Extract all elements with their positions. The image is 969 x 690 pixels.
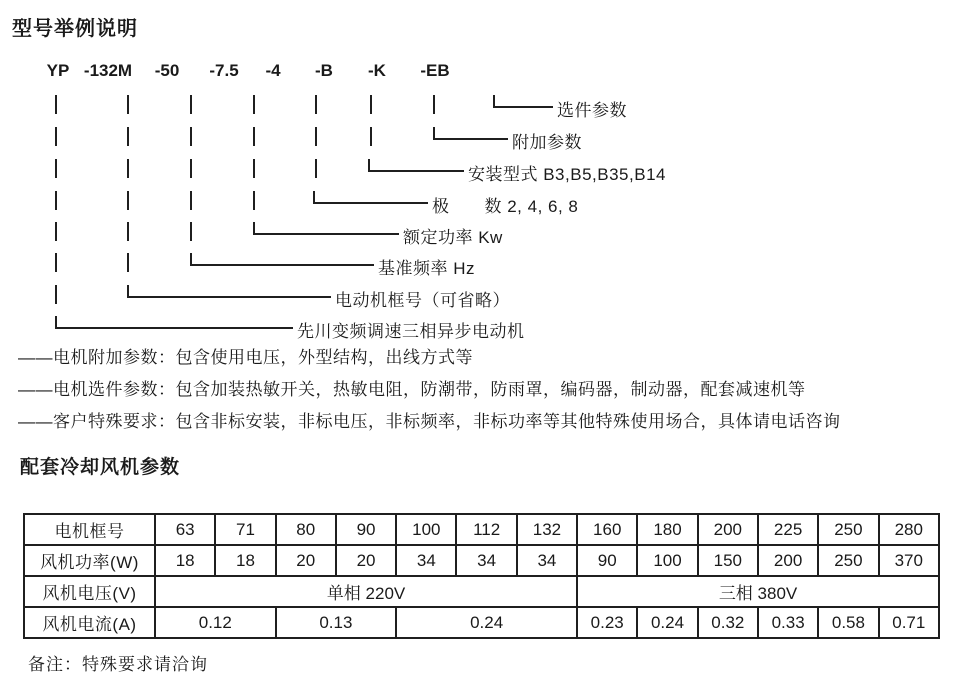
- stem-line: [253, 95, 255, 114]
- connector-line: [253, 222, 399, 235]
- table-row-fan-power: [24, 545, 939, 576]
- frame-cell: 250: [818, 514, 878, 545]
- stem-line: [127, 222, 129, 241]
- legend-label-poles: 极 数 2, 4, 6, 8: [432, 197, 579, 216]
- diagram-row-power: [0, 221, 969, 247]
- connector-line: [368, 159, 464, 172]
- stem-line: [127, 159, 129, 178]
- diagram-row-poles: [0, 190, 969, 216]
- stem-line: [55, 191, 57, 210]
- stem-line: [190, 127, 192, 146]
- power-cell: 100: [637, 545, 697, 576]
- power-cell: 150: [698, 545, 758, 576]
- table-row-fan-voltage: [24, 576, 939, 607]
- frame-cell: 180: [637, 514, 697, 545]
- connector-line: [493, 95, 553, 108]
- legend-label-mounting: 安装型式 B3,B5,B35,B14: [468, 165, 666, 184]
- current-cell: 0.71: [879, 607, 939, 638]
- stem-line: [370, 127, 372, 146]
- model-segment-power: -7.5: [209, 61, 239, 80]
- power-cell: 18: [215, 545, 275, 576]
- frame-cell: 112: [456, 514, 516, 545]
- stem-line: [190, 191, 192, 210]
- frame-cell: 225: [758, 514, 818, 545]
- power-cell: 34: [456, 545, 516, 576]
- connector-line: [190, 253, 374, 266]
- power-cell: 20: [276, 545, 336, 576]
- stem-line: [190, 222, 192, 241]
- stem-line: [253, 127, 255, 146]
- voltage-cell-single-phase: 单相 220V: [155, 576, 577, 607]
- current-cell: 0.33: [758, 607, 818, 638]
- legend-label-options: 选件参数: [557, 101, 627, 120]
- stem-line: [127, 191, 129, 210]
- stem-line: [315, 127, 317, 146]
- legend-label-extra: 附加参数: [512, 133, 582, 152]
- power-cell: 18: [155, 545, 215, 576]
- connector-line: [127, 285, 331, 298]
- frame-cell: 90: [336, 514, 396, 545]
- frame-cell: 71: [215, 514, 275, 545]
- page-title: 型号举例说明: [12, 18, 138, 40]
- diagram-row-frequency: [0, 252, 969, 278]
- power-cell: 34: [396, 545, 456, 576]
- stem-line: [55, 127, 57, 146]
- power-cell: 20: [336, 545, 396, 576]
- power-cell: 200: [758, 545, 818, 576]
- stem-line: [127, 253, 129, 272]
- legend-label-frame: 电动机框号（可省略）: [335, 291, 510, 310]
- note-special-request: ——客户特殊要求：包含非标安装，非标电压，非标频率，非标功率等其他特殊使用场合，具体请电话咨询: [18, 412, 841, 431]
- connector-line: [313, 191, 428, 204]
- stem-line: [190, 159, 192, 178]
- legend-label-frequency: 基准频率 Hz: [378, 259, 475, 278]
- stem-line: [55, 95, 57, 114]
- fan-parameter-table: [23, 513, 940, 639]
- legend-label-series: 先川变频调速三相异步电动机: [297, 322, 525, 341]
- model-segment-frequency: -50: [154, 61, 180, 80]
- stem-line: [315, 95, 317, 114]
- diagram-row-frame: [0, 284, 969, 310]
- current-cell: 0.58: [818, 607, 878, 638]
- current-cell: 0.12: [155, 607, 276, 638]
- stem-line: [55, 159, 57, 178]
- remark-note: 备注：特殊要求请洽询: [28, 655, 208, 674]
- frame-cell: 63: [155, 514, 215, 545]
- section-title-fan-params: 配套冷却风机参数: [20, 457, 181, 478]
- power-cell: 34: [517, 545, 577, 576]
- row-label-current: 风机电流(A): [24, 607, 155, 638]
- model-segment-frame: -132M: [83, 61, 133, 80]
- model-segment-extra: -K: [368, 61, 386, 80]
- table-row-fan-current: [24, 607, 939, 638]
- diagram-row-extra: [0, 126, 969, 152]
- row-label-voltage: 风机电压(V): [24, 576, 155, 607]
- frame-cell: 100: [396, 514, 456, 545]
- current-cell: 0.13: [276, 607, 397, 638]
- stem-line: [55, 253, 57, 272]
- table-row-frame-number: [24, 514, 939, 545]
- stem-line: [253, 159, 255, 178]
- stem-line: [190, 95, 192, 114]
- stem-line: [55, 222, 57, 241]
- frame-cell: 280: [879, 514, 939, 545]
- stem-line: [55, 285, 57, 304]
- row-label-power: 风机功率(W): [24, 545, 155, 576]
- frame-cell: 160: [577, 514, 637, 545]
- frame-cell: 200: [698, 514, 758, 545]
- voltage-cell-three-phase: 三相 380V: [577, 576, 939, 607]
- stem-line: [127, 127, 129, 146]
- stem-line: [315, 159, 317, 178]
- current-cell: 0.24: [637, 607, 697, 638]
- power-cell: 250: [818, 545, 878, 576]
- legend-label-power: 额定功率 Kw: [403, 228, 503, 247]
- diagram-row-mounting: [0, 158, 969, 184]
- connector-line: [433, 127, 508, 140]
- note-extra-params: ——电机附加参数：包含使用电压，外型结构，出线方式等: [18, 348, 473, 367]
- current-cell: 0.23: [577, 607, 637, 638]
- row-label-frame: 电机框号: [24, 514, 155, 545]
- stem-line: [433, 95, 435, 114]
- frame-cell: 80: [276, 514, 336, 545]
- note-option-params: ——电机选件参数：包含加装热敏开关，热敏电阻，防潮带，防雨罩，编码器，制动器，配套减速机等: [18, 380, 806, 399]
- diagram-row-series: [0, 315, 969, 341]
- stem-line: [127, 95, 129, 114]
- model-segment-mounting: -B: [315, 61, 333, 80]
- power-cell: 90: [577, 545, 637, 576]
- model-code-row: [0, 61, 969, 85]
- current-cell: 0.24: [396, 607, 577, 638]
- frame-cell: 132: [517, 514, 577, 545]
- connector-line: [55, 316, 293, 329]
- stem-line: [253, 191, 255, 210]
- model-segment-series: YP: [46, 61, 70, 80]
- model-segment-options: -EB: [420, 61, 450, 80]
- current-cell: 0.32: [698, 607, 758, 638]
- model-segment-poles: -4: [265, 61, 281, 80]
- diagram-row-options: [0, 94, 969, 120]
- power-cell: 370: [879, 545, 939, 576]
- stem-line: [370, 95, 372, 114]
